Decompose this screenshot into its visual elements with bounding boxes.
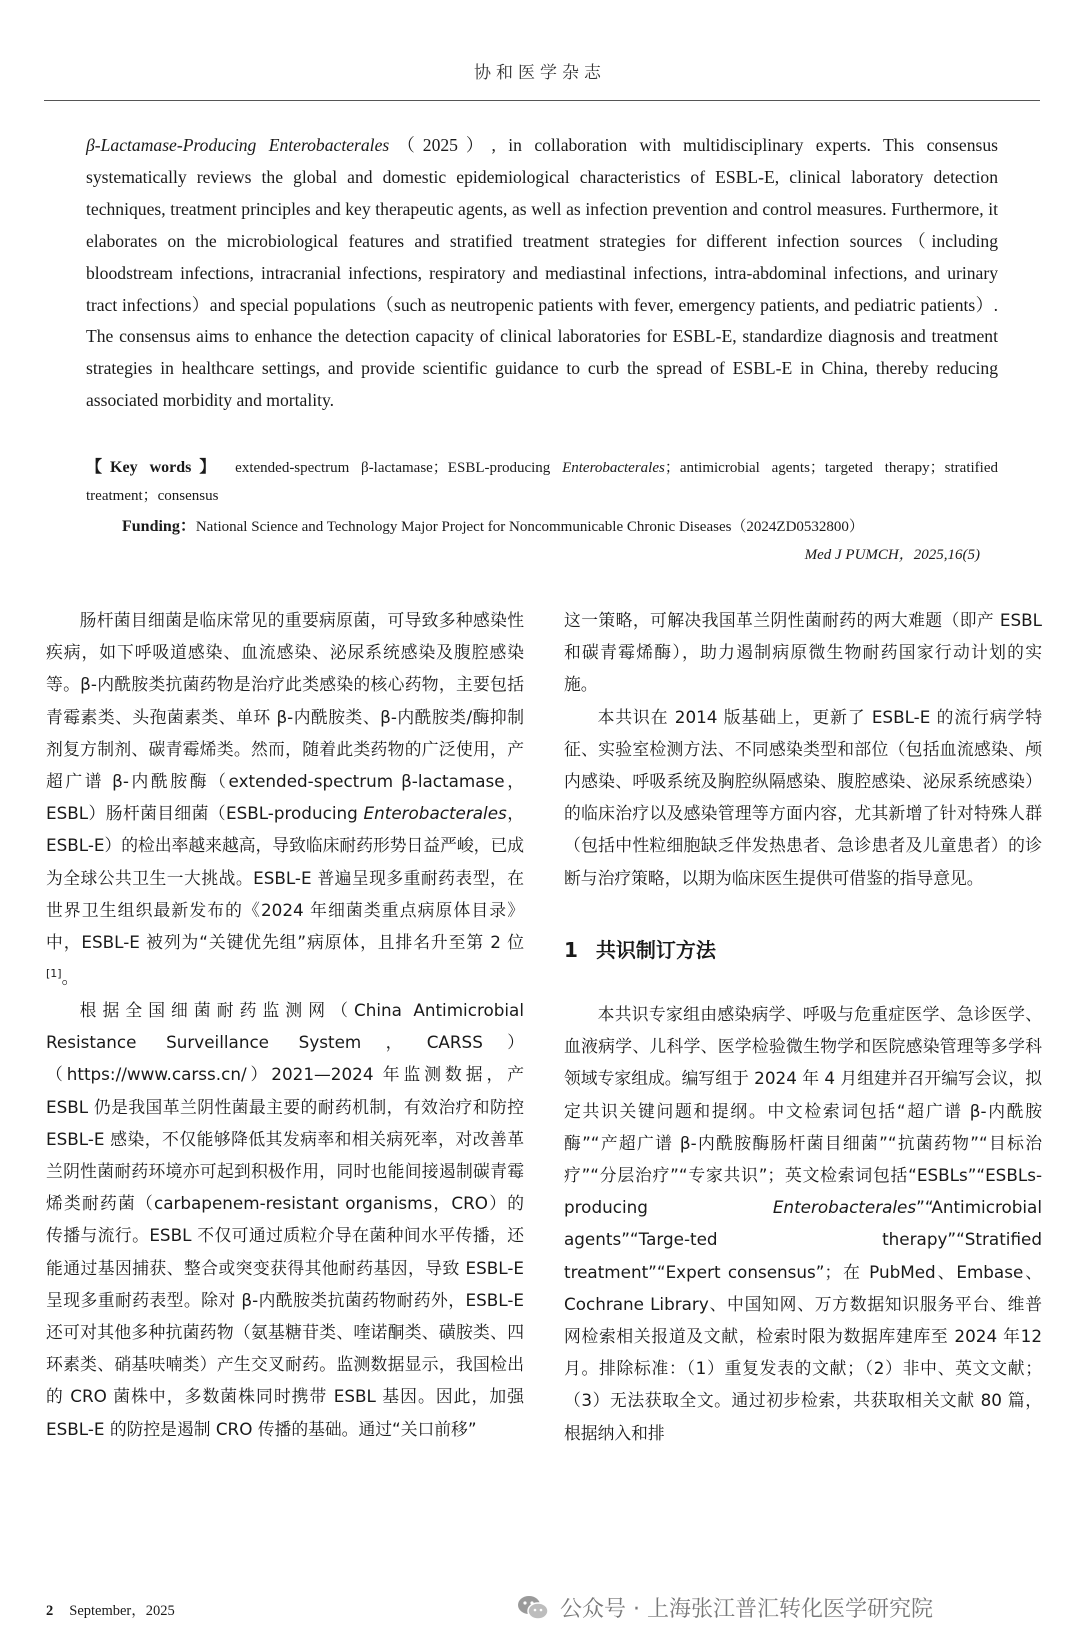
page-number: 2 <box>46 1603 54 1619</box>
funding-label: Funding： <box>122 518 196 535</box>
keywords-label: 【Key words】 <box>86 459 224 476</box>
left-p1-italic: Enterobacterales <box>363 803 507 824</box>
left-p1-text-a: 肠杆菌目细菌是临床常见的重要病原菌，可导致多种感染性疾病，如下呼吸道感染、血流感染、泌尿系统感染及腹腔感染等。β-内酰胺类抗菌药物是治疗此类感染的核心药物，主要包括青霉素类、头孢菌素类、单环 β-内酰胺类、β-内酰胺类/酶抑制剂复方制剂、碳青霉烯类。然而，随着此类药物的广泛使用，产超广谱 β-内酰胺酶（extended-spectrum β-lactamase，ESBL）肠杆菌目细菌（ESBL-producing <box>46 610 524 824</box>
abstract-text <box>86 130 998 417</box>
funding-block <box>122 513 1002 536</box>
right-p2-italic: Enterobacterales <box>772 1197 917 1218</box>
watermark <box>516 1592 933 1623</box>
section-heading <box>564 934 1042 966</box>
wechat-icon <box>516 1593 550 1623</box>
right-column <box>564 604 1042 1449</box>
right-paragraph-2 <box>564 998 1042 1449</box>
page-footer <box>46 1599 175 1620</box>
left-column <box>46 604 524 1445</box>
header-divider <box>44 100 1040 101</box>
left-paragraph-2: 根据全国细菌耐药监测网（China Antimicrobial Resistance Surveillance System，CARSS）（https://www.carss.cn/）2021—2024 年监测数据，产 ESBL 仍是我国革兰阴性菌最主要的耐药机制，有效治疗和防控 ESBL-E 感染，不仅能够降低其发病率和相关病死率，对改善革兰阴性菌耐药环境亦可起到积极作用，同时也能间接遏制碳青霉烯类耐药菌（carbapenem-resistant organisms，CRO）的传播与流行。ESBL 不仅可通过质粒介导在菌种间水平传播，还能通过基因捕获、整合或突变获得其他耐药基因，导致 ESBL-E 呈现多重耐药表型。除对 β-内酰胺类抗菌药物耐药外，ESBL-E 还可对其他多种抗菌药物（氨基糖苷类、喹诺酮类、磺胺类、四环素类、硝基呋喃类）产生交叉耐药。监测数据显示，我国检出的 CRO 菌株中，多数菌株同时携带 ESBL 基因。因此，加强 ESBL-E 的防控是遏制 CRO 传播的基础。通过“关口前移” <box>46 1000 524 1439</box>
abstract-body: （2025）, in collaboration with multidisciplinary experts. This consensus systematically reviews the global and domestic epidemiological characteristics of ESBL-E, clinical laboratory detection techniques, treatment principles and key therapeutic agents, as well as infection prevention and control measures. Furthermore, it elaborates on the microbiological features and stratified treatment strategies for different infection sources（including bloodstream infections, intracranial infections, respiratory and mediastinal infections, intra-abdominal infections, and urinary tract infections）and special populations（such as neutropenic patients with fever, emergency patients, and pediatric patients）. The consensus aims to enhance the detection capacity of clinical laboratories for ESBL-E, standardize diagnosis and treatment strategies in healthcare settings, and provide scientific guidance to curb the spread of ESBL-E in China, thereby reducing associated morbidity and mortality. <box>86 135 998 411</box>
left-p1-text-b: ，ESBL-E）的检出率越来越高，导致临床耐药形势日益严峻，已成为全球公共卫生一大挑战。ESBL-E 普遍呈现多重耐药表型，在世界卫生组织最新发布的《2024 年细菌类重点病原体目录》中，ESBL-E 被列为“关键优先组”病原体，且排名升至第 2 位 <box>46 803 525 953</box>
keywords-text-b: ；antimicrobial agents；targeted therapy；stratified treatment；consensus <box>86 460 998 504</box>
left-p1-end: 。 <box>61 967 79 988</box>
footer-date: September，2025 <box>69 1603 175 1619</box>
keywords-italic: Enterobacterales <box>562 460 665 476</box>
section-number: 1 <box>564 937 578 962</box>
funding-text: National Science and Technology Major Project for Noncommunicable Chronic Diseases（2024ZD0532800） <box>195 519 864 535</box>
section-title: 共识制订方法 <box>595 937 716 962</box>
keywords-block <box>86 454 998 510</box>
reference-marker[interactable]: [1] <box>46 967 62 981</box>
citation: Med J PUMCH，2025,16(5) <box>804 547 980 563</box>
left-paragraph-1 <box>46 604 524 994</box>
right-paragraph-1: 本共识在 2014 版基础上，更新了 ESBL-E 的流行病学特征、实验室检测方法、不同感染类型和部位（包括血流感染、颅内感染、呼吸系统及胸腔纵隔感染、腹腔感染、泌尿系统感染）的临床治疗以及感染管理等方面内容，尤其新增了针对特殊人群（包括中性粒细胞缺乏伴发热患者、急诊患者及儿童患者）的诊断与治疗策略，以期为临床医生提供可借鉴的指导意见。 <box>564 706 1042 888</box>
abstract-italic-title: β-Lactamase-Producing Enterobacterales <box>86 135 390 155</box>
right-p2-text-a: 本共识专家组由感染病学、呼吸与危重症医学、急诊医学、血液病学、儿科学、医学检验微生物学和医院感染管理等多学科领域专家组成。编写组于 2024 年 4 月组建并召开编写会议，拟定共识关键问题和提纲。中文检索词包括“超广谱 β-内酰胺酶”“产超广谱 β-内酰胺酶肠杆菌目细菌”“抗菌药物”“目标治疗”“分层治疗”“专家共识”；英文检索词包括“ESBLs”“ESBLs-producing <box>564 1004 1042 1218</box>
watermark-text: 公众号 · 上海张江普汇转化医学研究院 <box>560 1597 933 1622</box>
right-paragraph-0: 这一策略，可解决我国革兰阴性菌耐药的两大难题（即产 ESBL 和碳青霉烯酶），助力遏制病原微生物耐药国家行动计划的实施。 <box>564 610 1042 695</box>
keywords-text-a: extended-spectrum β-lactamase；ESBL-producing <box>235 460 563 476</box>
journal-header: 协和医学杂志 <box>474 63 606 83</box>
right-p2-text-b: ”“Antimicrobial agents”“Targe-ted therapy”“Stratified treatment”“Expert consensus”；在 PubMed、Embase、Cochrane Library、中国知网、万方数据知识服务平台、维普网检索相关报道及文献，检索时限为数据库建库至 2024 年12 月。排除标准：（1）重复发表的文献；（2）非中、英文文献；（3）无法获取全文。通过初步检索，共获取相关文献 80 篇，根据纳入和排 <box>564 1197 1042 1443</box>
